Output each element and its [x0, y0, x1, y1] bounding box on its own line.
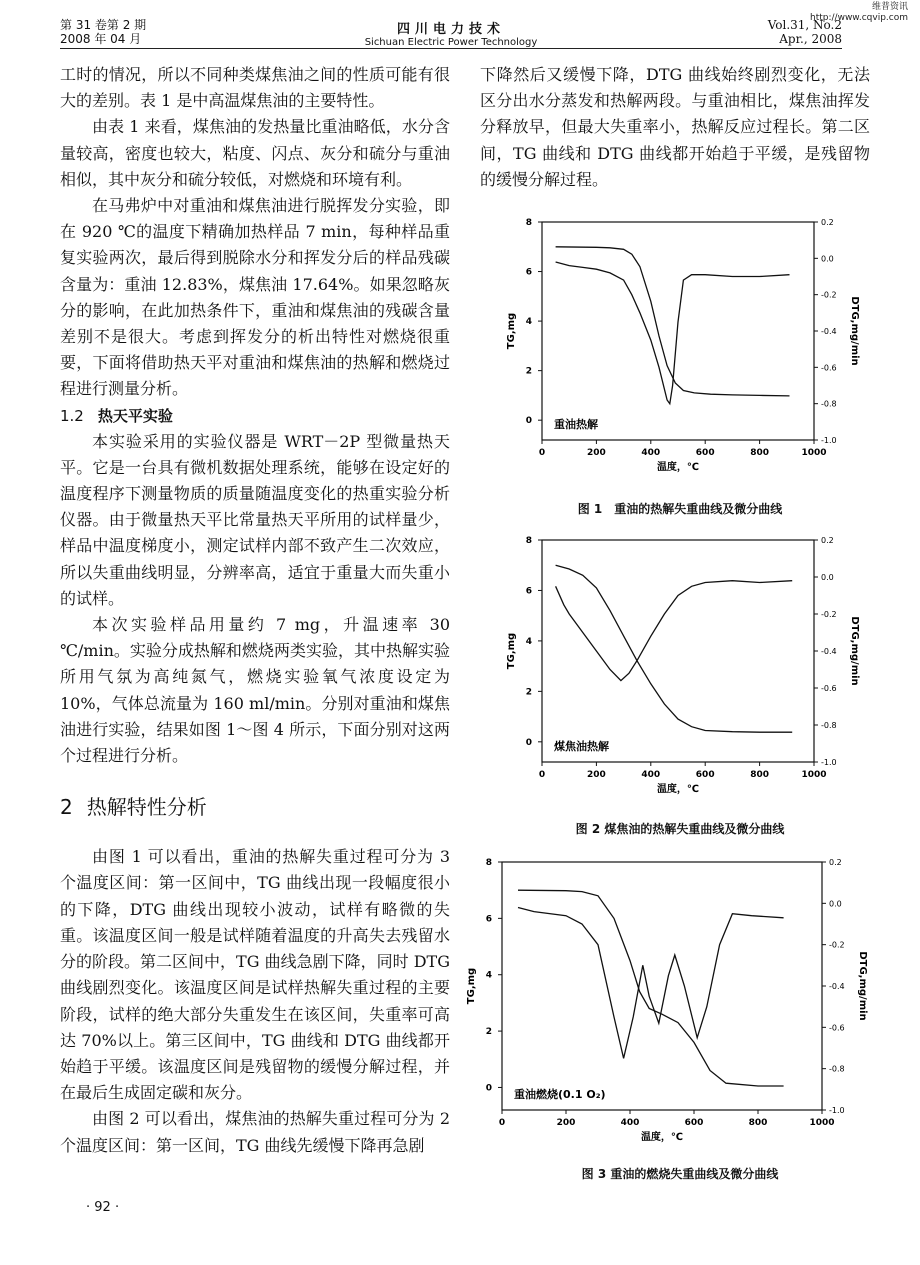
y-axis-label: TG,mg [506, 312, 517, 350]
dtg-series-line [556, 262, 790, 404]
journal-title: 四川电力技术 [396, 22, 505, 37]
plot-frame [542, 540, 814, 762]
x-tick-label: 200 [556, 1118, 576, 1128]
y-tick-label: 0 [525, 416, 532, 427]
x-tick-label: 400 [641, 448, 661, 458]
x-tick-label: 1000 [801, 770, 827, 780]
y-tick-label: 2 [525, 366, 532, 377]
x-tick-label: 800 [750, 770, 769, 780]
section-heading [60, 791, 450, 820]
subsection-heading [60, 403, 450, 429]
left-column [60, 62, 450, 1159]
y2-tick-label: -0.8 [829, 1064, 845, 1074]
x-tick-label: 600 [695, 770, 715, 780]
figure-3 [450, 852, 880, 1152]
figure-2-chart [490, 530, 870, 800]
figure-3-caption: 图 3 重油的燃烧失重曲线及微分曲线 [581, 1167, 779, 1181]
header-date: 2008 年 04 月 [60, 32, 142, 46]
y2-tick-label: -0.2 [821, 290, 837, 300]
y2-tick-label: -0.6 [829, 1023, 845, 1033]
x-tick-label: 600 [695, 448, 715, 458]
dtg-series-line [556, 581, 793, 681]
figure-2-caption: 图 2 煤焦油的热解失重曲线及微分曲线 [575, 822, 785, 836]
y2-tick-label: 0.0 [829, 899, 842, 909]
right-column-text [480, 62, 870, 193]
y2-tick-label: 0.2 [821, 536, 834, 545]
y-axis-label: TG,mg [466, 967, 477, 1005]
paragraph: 由图 1 可以看出，重油的热解失重过程可分为 3 个温度区间：第一区间中，TG 曲线出现一段幅度很小的下降，DTG 曲线出现较小波动，试样有略微的失重。该温度区间一般是试样随着温度的升高失去残留水分的阶段。第二区间中，TG 曲线急剧下降，同时 DTG 曲线剧烈变化。该温度区间是试样热解失重过程的主要阶段，试样的绝大部分失重发生在该区间，失重率可高达 70%以上。第三区间中，TG 曲线和 DTG 曲线都开始趋于平缓。该温度区间是残留物的缓慢分解过程，并在最后生成固定碳和灰分。 [60, 847, 450, 1103]
x-axis-label: 温度，℃ [656, 784, 700, 795]
subsection-number: 1.2 [60, 406, 84, 425]
y2-tick-label: 0.2 [829, 858, 842, 867]
section-title: 热解特性分析 [86, 795, 207, 820]
y-tick-label: 4 [525, 636, 532, 647]
section-number: 2 [60, 795, 73, 820]
y2-tick-label: -0.8 [821, 399, 837, 409]
plot-frame [502, 862, 822, 1110]
x-tick-label: 1000 [809, 1118, 835, 1128]
y2-tick-label: 0.0 [821, 573, 834, 582]
y-tick-label: 8 [485, 858, 492, 868]
y2-tick-label: -0.4 [829, 982, 845, 991]
y-tick-label: 8 [525, 536, 532, 546]
y-tick-label: 8 [525, 218, 532, 228]
paragraph: 本次实验样品用量约 7 mg，升温速率 30 ℃/min。实验分成热解和燃烧两类实验，其中热解实验所用气氛为高纯氮气，燃烧实验氧气浓度设定为 10%，气体总流量为 160 ml/min。分别对重油和煤焦油进行实验，结果如图 1～图 4 所示，下面分别对这两个过程进行分析。 [60, 615, 450, 766]
page-header [60, 18, 842, 49]
chart-inner-label: 煤焦油热解 [554, 740, 609, 753]
x-tick-label: 400 [641, 770, 661, 780]
tg-series-line [556, 247, 790, 396]
paragraph: 工时的情况，所以不同种类煤焦油之间的性质可能有很大的差别。表 1 是中高温煤焦油的主要特性。 [60, 65, 450, 111]
plot-frame [542, 222, 814, 440]
paragraph: 在马弗炉中对重油和煤焦油进行脱挥发分实验，即在 920 ℃的温度下精确加热样品 7 min，每种样品重复实验两次，最后得到脱除水分和挥发分后的样品残碳含量为：重油 12.83%，煤焦油 17.64%。如果忽略灰分的影响，在此加热条件下，重油和煤焦油的残碳含量差别不是很大。考虑到挥发分的析出特性对燃烧很重要，下面将借助热天平对重油和煤焦油的热解和燃烧过程进行测量分析。 [60, 196, 450, 399]
y2-tick-label: -1.0 [821, 436, 837, 445]
y2-tick-label: -0.8 [821, 721, 837, 730]
watermark-line1: 维普资讯 [871, 2, 908, 12]
header-volume: 第 31 卷第 2 期 [60, 18, 147, 32]
paragraph: 本实验采用的实验仪器是 WRT－2P 型微量热天平。它是一台具有微机数据处理系统，能够在设定好的温度程序下测量物质的质量随温度变化的热重实验分析仪器。由于微量热天平比常量热天平所用的试样量少，样品中温度梯度小，测定试样内部不致产生二次效应，所以失重曲线明显，分辨率高，适宜于重量大而失重小的试样。 [60, 431, 450, 608]
paragraph: 下降然后又缓慢下降，DTG 曲线始终剧烈变化，无法区分出水分蒸发和热解两段。与重油相比，煤焦油挥发分释放早，但最大失重率小，热解反应过程长。第二区间，TG 曲线和 DTG 曲线都开始趋于平缓，是残留物的缓慢分解过程。 [480, 65, 870, 189]
x-tick-label: 0 [498, 1118, 506, 1128]
header-volume-en: Vol.31, No.2 [767, 18, 842, 32]
tg-series-line [556, 565, 793, 732]
x-tick-label: 800 [750, 448, 769, 458]
y2-tick-label: -0.2 [821, 610, 837, 619]
chart-inner-label: 重油热解 [554, 418, 598, 431]
y2-tick-label: -0.6 [821, 684, 837, 693]
figure-1-caption: 图 1 重油的热解失重曲线及微分曲线 [577, 502, 783, 516]
paragraph: 由图 2 可以看出，煤焦油的热解失重过程可分为 2 个温度区间：第一区间，TG 曲线先缓慢下降再急剧 [60, 1109, 450, 1155]
dtg-series-line [518, 908, 784, 1059]
y-tick-label: 6 [485, 914, 492, 925]
subsection-title: 热天平实验 [97, 406, 173, 425]
figure-1 [490, 212, 870, 482]
x-axis-label: 温度，℃ [656, 462, 700, 473]
y2-tick-label: -1.0 [821, 758, 837, 767]
y-tick-label: 4 [485, 970, 492, 981]
y-tick-label: 0 [485, 1083, 492, 1094]
x-tick-label: 200 [587, 770, 606, 780]
x-tick-label: 400 [620, 1118, 640, 1128]
paragraph: 由表 1 来看，煤焦油的发热量比重油略低，水分含量较高，密度也较大，粘度、闪点、灰分和硫分与重油相似，其中灰分和硫分较低，对燃烧和环境有利。 [60, 117, 450, 189]
header-center [60, 18, 842, 48]
y2-axis-label: DTG,mg/min [857, 951, 868, 1021]
x-tick-label: 200 [587, 448, 606, 458]
page-number: · 92 · [86, 1200, 120, 1215]
y2-tick-label: -0.4 [821, 327, 837, 336]
y-axis-label: TG,mg [506, 632, 517, 670]
tg-series-line [518, 890, 784, 1086]
figure-3-chart [450, 852, 880, 1152]
figure-2 [490, 530, 870, 800]
header-right [768, 18, 842, 46]
y-tick-label: 6 [525, 267, 532, 278]
y2-tick-label: -0.2 [829, 940, 845, 950]
y2-axis-label: DTG,mg/min [849, 296, 860, 366]
figure-1-chart [490, 212, 870, 482]
journal-title-en: Sichuan Electric Power Technology [364, 37, 538, 48]
y2-tick-label: 0.2 [821, 218, 834, 227]
watermark-line2: http://www.cqvip.com [810, 13, 908, 23]
y2-tick-label: -0.4 [821, 647, 837, 656]
x-tick-label: 800 [748, 1118, 768, 1128]
y2-tick-label: -0.6 [821, 363, 837, 373]
y2-tick-label: 0.0 [821, 254, 834, 264]
y-tick-label: 2 [485, 1027, 492, 1038]
x-tick-label: 0 [538, 770, 546, 780]
y-tick-label: 4 [525, 317, 532, 328]
header-date-en: Apr., 2008 [779, 32, 842, 46]
y-tick-label: 6 [525, 586, 532, 597]
y-tick-label: 2 [525, 687, 532, 698]
y2-tick-label: -1.0 [829, 1106, 845, 1115]
y-tick-label: 0 [525, 737, 532, 748]
x-axis-label: 温度，℃ [640, 1132, 684, 1143]
y2-axis-label: DTG,mg/min [849, 616, 860, 686]
x-tick-label: 600 [684, 1118, 704, 1128]
chart-inner-label: 重油燃烧(0.1 O₂) [514, 1088, 606, 1101]
x-tick-label: 0 [538, 448, 546, 458]
x-tick-label: 1000 [801, 448, 827, 458]
